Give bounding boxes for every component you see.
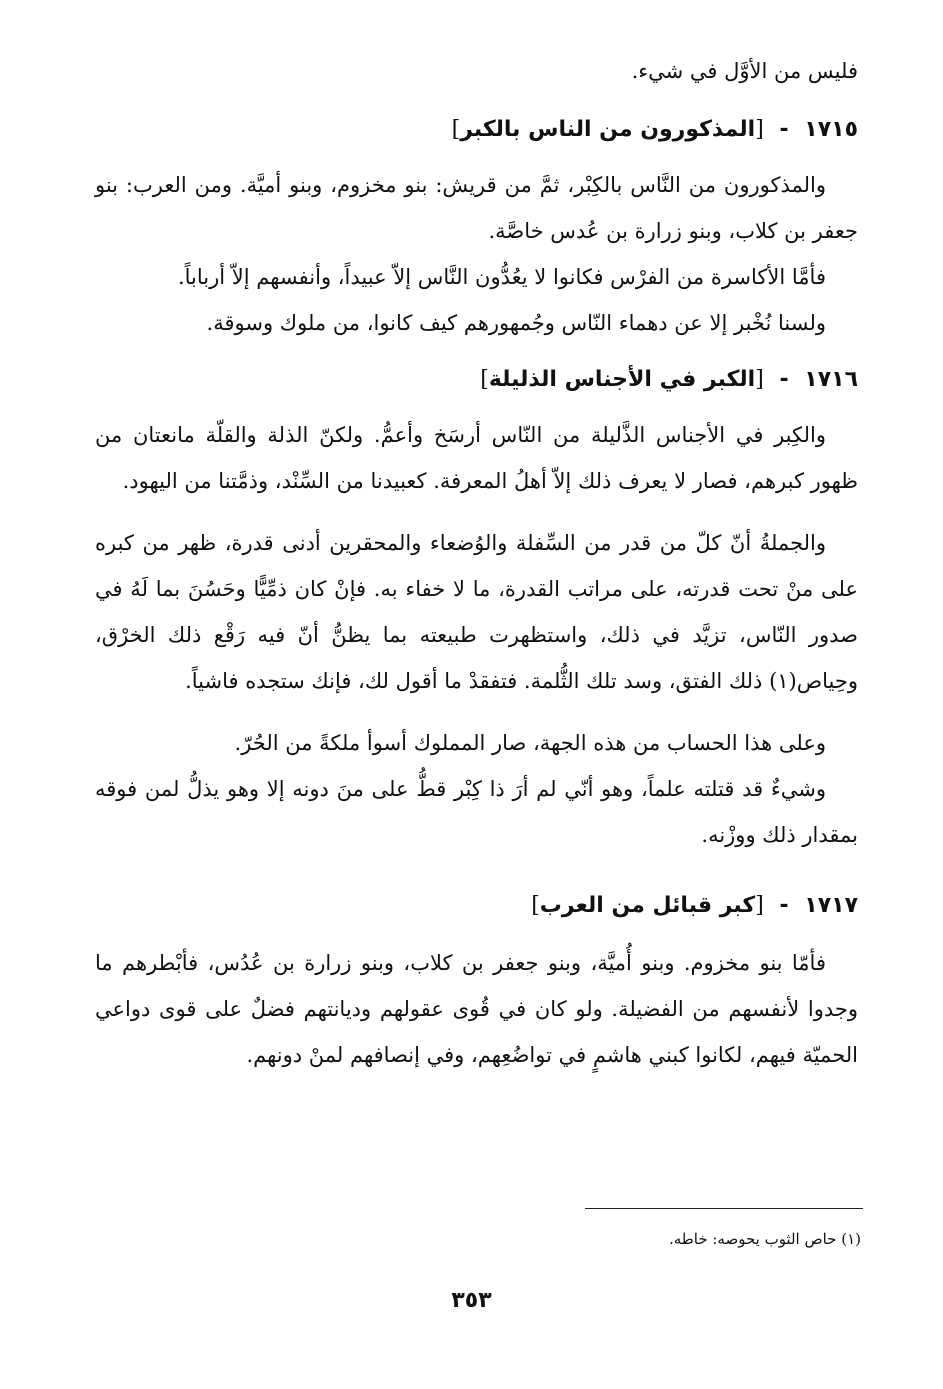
section-heading-1716 bbox=[95, 352, 858, 408]
section-heading-1717 bbox=[95, 878, 858, 934]
bracket-open: [ bbox=[755, 367, 764, 392]
bracket-close: ] bbox=[451, 117, 461, 142]
bracket-open: [ bbox=[755, 117, 764, 142]
section-heading-1715 bbox=[95, 102, 858, 158]
section-number: ١٧١٦ bbox=[804, 367, 858, 392]
paragraph: وعلى هذا الحساب من هذه الجهة، صار المملوك أسوأ ملكةً من الحُرّ. bbox=[234, 731, 826, 755]
paragraph: ولسنا نُخْبر إلا عن دهماء النّاس وجُمهورهم كيف كانوا، من ملوك وسوقة. bbox=[206, 311, 826, 335]
page-number: ٣٥٣ bbox=[451, 1288, 492, 1313]
main-text bbox=[95, 48, 858, 1078]
heading-dash: - bbox=[779, 117, 789, 142]
paragraph: فأمّا بنو مخزوم. وبنو أُميَّة، وبنو جعفر بن كلاب، وبنو زرارة بن عُدُس، فأبْطرهم ما وجدوا لأنفسهم من الفضيلة. ولو كان في قُوى عقولهم وديانتهم فضلٌ على قوى دواعي الحميّة فيهم، لكانوا كبني هاشمٍ في تواضُعِهم، وفي إنصافهم لمنْ دونهم. bbox=[95, 951, 858, 1067]
bracket-close: ] bbox=[480, 367, 489, 392]
bracket-open: [ bbox=[755, 893, 764, 918]
heading-dash: - bbox=[779, 893, 789, 918]
bracket-close: ] bbox=[531, 893, 540, 918]
paragraph: والجملةُ أنّ كلّ من قدر من السِّفلة والوُضعاء والمحقرين أدنى قدرة، ظهر من كبره على منْ تحت قدرته، على مراتب القدرة، ما لا خفاء به. فإنْ كان ذمِّيًّا وحَسُنَ بما لَهُ في صدور النّاس، تزيَّد في ذلك، واستظهرت طبيعته بما يظنُّ أنّ فيه رَقْع ذلك الخرْق، وحِياص(١) ذلك الفتق، وسد تلك الثُّلمة. فتفقدْ ما أقول لك، فإنك ستجده فاشياً. bbox=[95, 531, 858, 693]
paragraph-continued: فليس من الأوَّل في شيء. bbox=[631, 59, 858, 83]
heading-dash: - bbox=[779, 367, 789, 392]
section-number: ١٧١٧ bbox=[804, 893, 858, 918]
footnote: (١) حاص الثوب يحوصه: خاطه. bbox=[669, 1230, 861, 1248]
section-title: كبر قبائل من العرب bbox=[539, 893, 756, 918]
paragraph: والمذكورون من النَّاس بالكِبْر، ثمَّ من قريش: بنو مخزوم، وبنو أميَّة. ومن العرب: بنو جعفر بن كلاب، وبنو زرارة بن عُدس خاصَّة. bbox=[95, 173, 858, 243]
section-title: المذكورون من الناس بالكبر bbox=[460, 117, 756, 142]
footnote-divider bbox=[585, 1208, 863, 1209]
paragraph: فأمَّا الأكاسرة من الفرْس فكانوا لا يعُدُّون النَّاس إلاّ عبيداً، وأنفسهم إلاّ أرباباً. bbox=[177, 265, 826, 289]
section-title: الكبر في الأجناس الذليلة bbox=[488, 367, 756, 392]
paragraph: والكِبر في الأجناس الذَّليلة من النّاس أرسَخ وأعمُّ. ولكنّ الذلة والقلّة مانعتان من ظهور كبرهم، فصار لا يعرف ذلك إلاّ أهلُ المعرفة. كعبيدنا من السِّنْد، وذمَّتنا من اليهود. bbox=[95, 423, 858, 493]
paragraph: وشيءٌ قد قتلته علماً، وهو أنّي لم أرَ ذا كِبْر قطُّ على منَ دونه إلا وهو يذلُّ لمن فوقه بمقدار ذلك ووزْنه. bbox=[95, 777, 858, 847]
section-number: ١٧١٥ bbox=[804, 117, 858, 142]
